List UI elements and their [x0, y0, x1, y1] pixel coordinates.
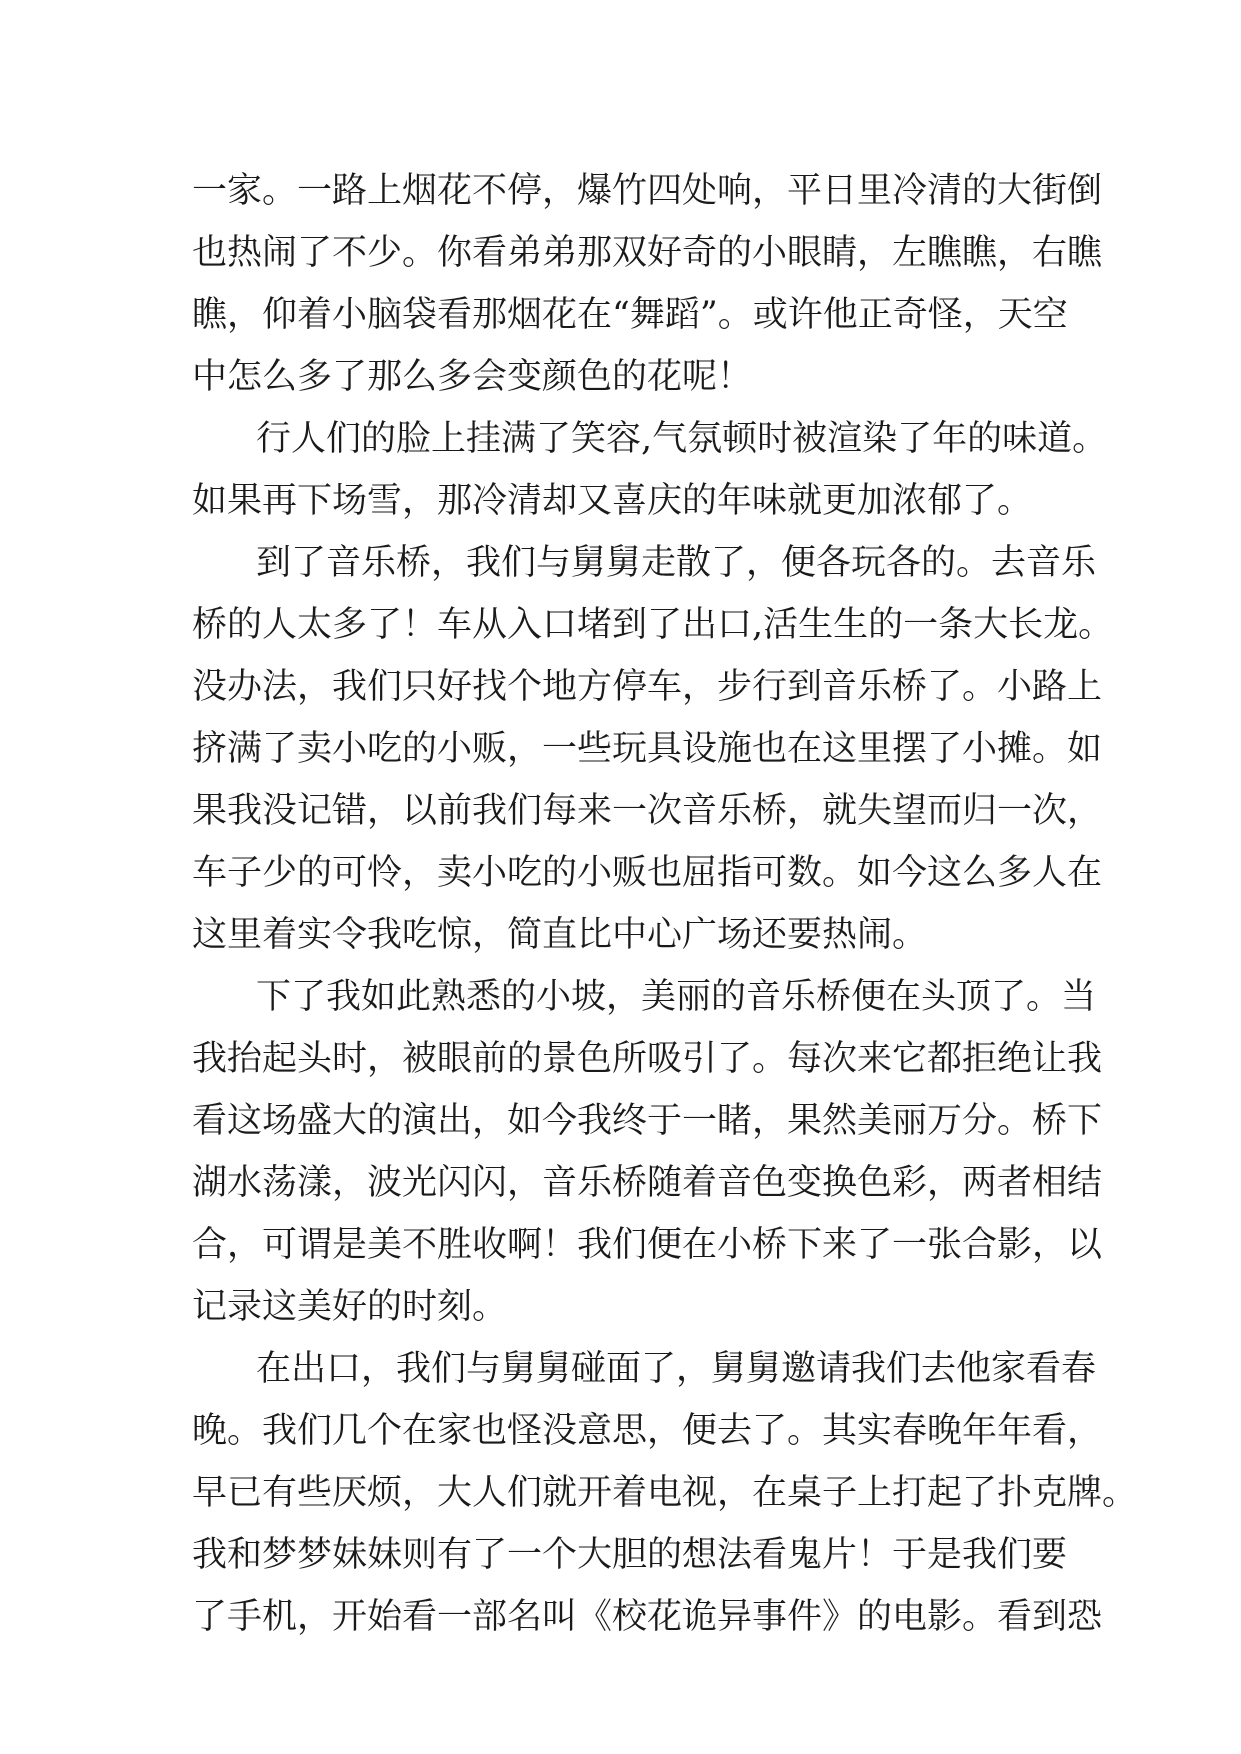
paragraph-3	[192, 532, 1114, 966]
paragraph-5	[192, 1338, 1138, 1648]
text-line: 挤满了卖小吃的小贩，一些玩具设施也在这里摆了小摊。如	[192, 729, 1103, 769]
text-line: 记录这美好的时刻。	[192, 1287, 508, 1327]
text-line: 行人们的脸上挂满了笑容,气氛顿时被渲染了年的味道。	[256, 419, 1108, 459]
text-line: 瞧，仰着小脑袋看那烟花在“舞蹈”。或许他正奇怪，天空	[192, 295, 1068, 335]
text-line: 一家。一路上烟花不停，爆竹四处响，平日里冷清的大街倒	[192, 171, 1103, 211]
text-line: 没办法，我们只好找个地方停车，步行到音乐桥了。小路上	[192, 667, 1103, 707]
text-line: 也热闹了不少。你看弟弟那双好奇的小眼睛，左瞧瞧，右瞧	[192, 233, 1103, 273]
text-line: 看这场盛大的演出，如今我终于一睹，果然美丽万分。桥下	[192, 1101, 1103, 1141]
text-line: 下了我如此熟悉的小坡，美丽的音乐桥便在头顶了。当	[256, 977, 1097, 1017]
paragraph-2	[192, 408, 1108, 532]
text-line: 这里着实令我吃惊，简直比中心广场还要热闹。	[192, 915, 928, 955]
text-line: 早已有些厌烦，大人们就开着电视，在桌子上打起了扑克牌。	[192, 1473, 1138, 1513]
text-line: 如果再下场雪，那冷清却又喜庆的年味就更加浓郁了。	[192, 481, 1033, 521]
text-line: 了手机，开始看一部名叫《校花诡异事件》的电影。看到恐	[192, 1597, 1103, 1637]
paragraph-4	[192, 966, 1103, 1338]
article-body	[192, 160, 1138, 1648]
paragraph-1	[192, 160, 1103, 408]
text-line: 湖水荡漾，波光闪闪，音乐桥随着音色变换色彩，两者相结	[192, 1163, 1103, 1203]
text-line: 在出口，我们与舅舅碰面了，舅舅邀请我们去他家看春	[256, 1349, 1097, 1389]
text-line: 桥的人太多了！车从入口堵到了出口,活生生的一条大长龙。	[192, 605, 1114, 645]
text-line: 果我没记错，以前我们每来一次音乐桥，就失望而归一次，	[192, 791, 1103, 831]
text-line: 我和梦梦妹妹则有了一个大胆的想法看鬼片！于是我们要	[192, 1535, 1068, 1575]
text-line: 中怎么多了那么多会变颜色的花呢！	[192, 357, 753, 397]
text-line: 合，可谓是美不胜收啊！我们便在小桥下来了一张合影，以	[192, 1225, 1103, 1265]
text-line: 晚。我们几个在家也怪没意思，便去了。其实春晚年年看，	[192, 1411, 1103, 1451]
text-line: 我抬起头时，被眼前的景色所吸引了。每次来它都拒绝让我	[192, 1039, 1103, 1079]
text-line: 车子少的可怜，卖小吃的小贩也屈指可数。如今这么多人在	[192, 853, 1103, 893]
text-line: 到了音乐桥，我们与舅舅走散了，便各玩各的。去音乐	[256, 543, 1097, 583]
